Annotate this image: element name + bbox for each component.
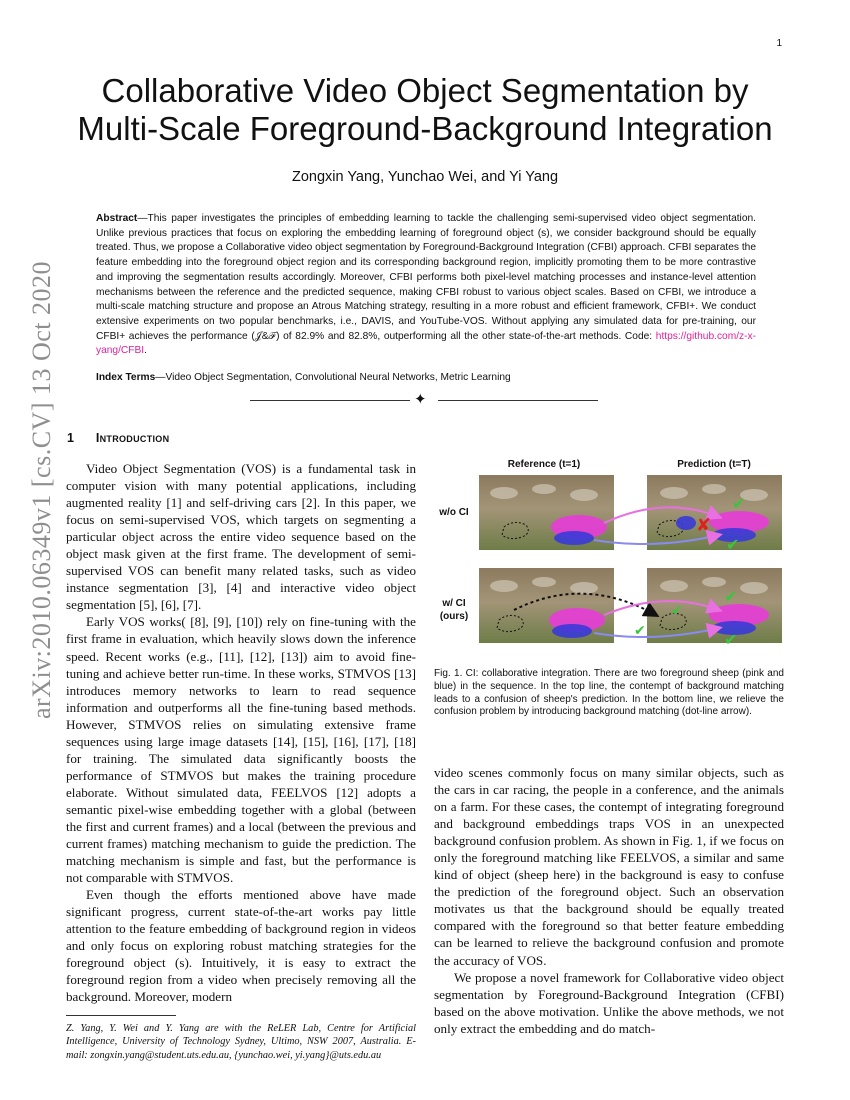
column-right xyxy=(434,764,784,1037)
fig-row2-label-a: w/ CI xyxy=(442,598,466,609)
paragraph: video scenes commonly focus on many similar objects, such as the cars in car racing, the people in a conference, and the animals on a farm. For these cases, the contempt of integrating foreground and background embeddings traps VOS in an unexpected background confusion problem. As shown in Fig. 1, if we focus on only the foreground matching like FEELVOS, a similar and same kind of object (sheep here) in the background is easy to confuse the prediction of the foreground object. Such an observation motivates us that the background should be equally treated compared with the foreground so that better feature embedding can be learned to relieve the background confusion and promote the accuracy of VOS. xyxy=(434,765,784,968)
footnote: Z. Yang, Y. Wei and Y. Yang are with the ReLER Lab, Centre for Artificial Intelligence, University of Technology Sydney, Ultimo, NSW 2007, Australia. E-mail: zongxin.yang@student.uts.edu.au, {yunchao.wei, yi.yang}@uts.edu.au xyxy=(66,1023,416,1061)
check-icon: ✔ xyxy=(726,535,740,554)
svg-text:✔: ✔ xyxy=(671,603,683,619)
footnote-rule xyxy=(66,1015,176,1016)
abstract-label: Abstract xyxy=(96,213,138,224)
column-left xyxy=(66,460,416,1006)
section-title: Introduction xyxy=(95,431,170,445)
abstract xyxy=(96,212,756,359)
cross-icon: ✘ xyxy=(696,515,712,536)
section-number: 1 xyxy=(67,431,75,445)
title-line-2: Multi-Scale Foreground-Background Integration xyxy=(77,110,773,147)
index-terms-label: Index Terms xyxy=(96,372,156,383)
title-line-1: Collaborative Video Object Segmentation by xyxy=(101,72,749,109)
abstract-end: . xyxy=(144,345,147,357)
paragraph: Video Object Segmentation (VOS) is a fundamental task in computer vision with many potential applications, including augmented reality [1] and self-driving cars [2]. In this paper, we focus on semi-supervised VOS, which targets on segmenting a particular object across the entire video sequence based on the object mask given at the first frame. The development of semi-supervised VOS can benefit many related tasks, such as video instance segmentation [3], [4] and interactive video object segmentation [5], [6], [7]. xyxy=(66,461,416,613)
section-divider xyxy=(250,393,600,407)
divider-line-left xyxy=(250,400,410,401)
svg-text:✔: ✔ xyxy=(724,630,738,649)
svg-text:✔: ✔ xyxy=(724,587,738,606)
svg-text:✔: ✔ xyxy=(634,623,646,639)
paragraph: We propose a novel framework for Collaborative video object segmentation by Foreground-Background Integration (CFBI) based on the above motivation. Unlike the above methods, we not only extract the embedding and do match- xyxy=(434,969,784,1036)
divider-line-right xyxy=(438,400,598,401)
index-terms-text: —Video Object Segmentation, Convolutional Neural Networks, Metric Learning xyxy=(155,372,511,383)
index-terms xyxy=(96,372,756,383)
fig-col-prediction: Prediction (t=T) xyxy=(677,459,751,470)
arxiv-stamp-text: arXiv:2010.06349v1 [cs.CV] 13 Oct 2020 xyxy=(27,260,56,720)
abstract-text: —This paper investigates the principles of embedding learning to tackle the challenging semi-supervised video object segmentation. Unlike previous practices that focus on exploring the embedding learning of foreground object (s), we consider background should be equally treated. Thus, we propose a Collaborative video object segmentation by Foreground-Background Integration (CFBI) approach. CFBI separates the feature embedding into the foreground object region and its corresponding background region, implicitly promoting them to be more contrastive and improving the segmentation results accordingly. Moreover, CFBI performs both pixel-level matching processes and instance-level attention mechanisms between the reference and the predicted sequence, making CFBI robust to various object scales. Based on CFBI, we introduce a multi-scale matching structure and propose an Atrous Matching strategy, resulting in a more robust and efficient framework, CFBI+. We conduct extensive experiments on two popular benchmarks, i.e., DAVIS, and YouTube-VOS. Without applying any simulated data for pre-training, our CFBI+ achieves the performance (𝒥&ℱ) of 82.9% and 82.8%, outperforming all the other state-of-the-art methods. Code: xyxy=(96,213,756,342)
fig-row2-label-b: (ours) xyxy=(439,611,469,622)
fig-row1-label: w/o CI xyxy=(439,507,469,518)
section-heading xyxy=(67,431,169,445)
paragraph: Early VOS works( [8], [9], [10]) rely on fine-tuning with the first frame in evaluation, which heavily slows down the inference speed. Recent works (e.g., [11], [12], [13]) aim to avoid fine-tuning and achieve better run-time. In these works, STMVOS [13] introduces memory networks to learn to read sequence information and outperforms all the fine-tuning based methods. However, STMVOS relies on simulating extensive frame sequences using large image datasets [14], [15], [16], [17], [18] for training. The simulated data significantly boosts the performance of STMVOS but makes the training procedure elaborate. Without simulated data, FEELVOS [12] adopts a semantic pixel-wise embedding together with a global (between the first and current frames) and a local (between the previous and current frames) matching mechanism to guide the prediction. The matching mechanism is simple and fast, but the performance is not comparable with STMVOS. xyxy=(66,614,416,886)
page-number: 1 xyxy=(776,38,782,49)
blue-sheep xyxy=(554,531,594,545)
fig-col-reference: Reference (t=1) xyxy=(507,459,581,470)
check-icon: ✔ xyxy=(732,494,746,513)
authors: Zongxin Yang, Yunchao Wei, and Yi Yang xyxy=(291,169,559,185)
paragraph: Even though the efforts mentioned above have made significant progress, current state-of-the-art works pay little attention to the feature embedding of background region in videos and only focus on exploring robust matching strategies for the foreground object (s). Intuitively, it is easy to extract the foreground region from a video when precisely removing all the background. Moreover, modern xyxy=(66,887,416,1005)
figure-1 xyxy=(434,455,784,655)
figure-caption: Fig. 1. CI: collaborative integration. There are two foreground sheep (pink and blue) in the sequence. In the top line, the contempt of background matching leads to a confusion of sheep's prediction. In the bottom line, we relieve the confusion problem by introducing background matching (dot-line arrow). xyxy=(434,668,784,718)
figure-graphics xyxy=(434,455,784,655)
code-link[interactable]: https://github.com/z-x-yang/CFBI xyxy=(96,330,756,357)
divider-star-icon: ✦ xyxy=(414,392,427,408)
paper-title xyxy=(60,72,790,148)
arxiv-stamp xyxy=(12,260,75,720)
